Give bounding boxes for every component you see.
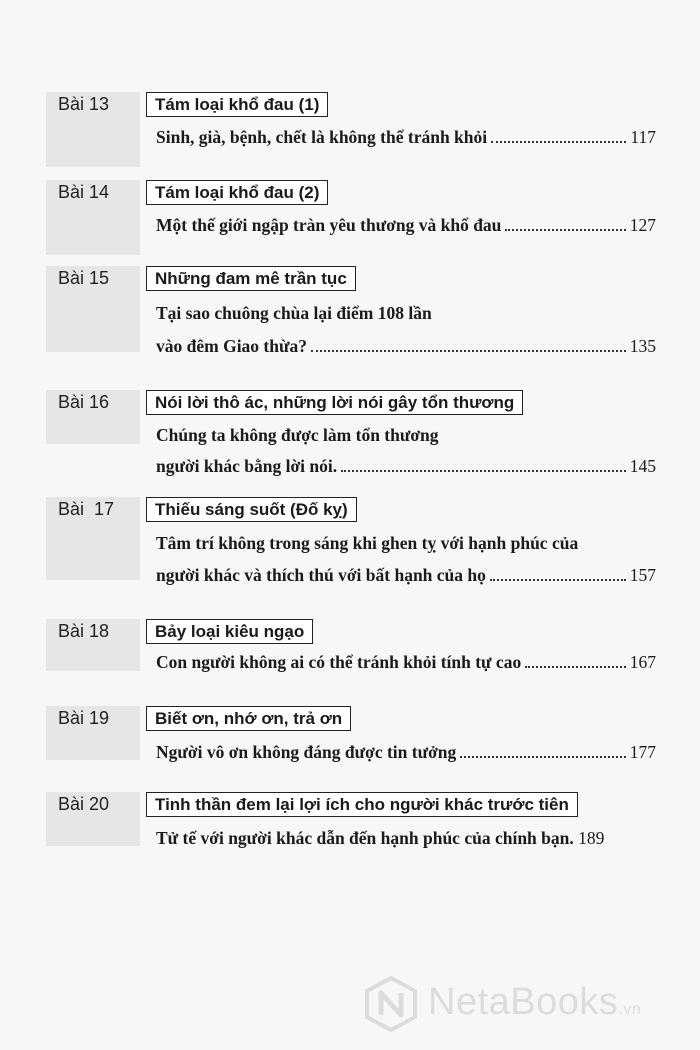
subtitle-text: người khác và thích thú với bất hạnh của họ [156, 565, 486, 585]
lesson-number: Bài 18 [58, 621, 110, 641]
lesson-number: Bài 17 [58, 499, 115, 519]
watermark-text [428, 981, 641, 1024]
subtitle-line [156, 215, 656, 235]
page-number: 177 [629, 742, 656, 762]
subtitle-line [156, 565, 656, 585]
page-number: 135 [629, 336, 656, 356]
subtitle-text: Chúng ta không được làm tổn thương [156, 425, 439, 445]
subtitle-line [156, 828, 604, 848]
lesson-number: Bài 13 [58, 94, 110, 114]
subtitle-text: Một thế giới ngập tràn yêu thương và khổ đau [156, 215, 502, 235]
subtitle-text: Tâm trí không trong sáng khi ghen tỵ với hạnh phúc của [156, 533, 579, 553]
page-number: 145 [629, 456, 656, 476]
page-number: 189 [578, 828, 605, 848]
subtitle-text: Sinh, già, bệnh, chết là không thể tránh khỏi [156, 127, 488, 147]
lesson-title: Nói lời thô ác, những lời nói gây tổn thương [146, 390, 523, 415]
lesson-number: Bài 19 [58, 708, 110, 728]
watermark-suffix: .vn [618, 1001, 642, 1018]
subtitle-text: Tử tế với người khác dẫn đến hạnh phúc của chính bạn. [156, 828, 574, 848]
lesson-title: Những đam mê trần tục [146, 266, 356, 291]
dot-leader [505, 215, 625, 231]
lesson-title: Biết ơn, nhớ ơn, trả ơn [146, 706, 351, 731]
lesson-title: Tám loại khổ đau (2) [146, 180, 328, 205]
subtitle-line [156, 652, 656, 672]
dot-leader [311, 336, 626, 352]
subtitle-line [156, 742, 656, 762]
subtitle-text: Con người không ai có thể tránh khỏi tính tự cao [156, 652, 522, 672]
lesson-title: Tinh thần đem lại lợi ích cho người khác trước tiên [146, 792, 578, 817]
lesson-number: Bài 15 [58, 268, 110, 288]
subtitle-text: Tại sao chuông chùa lại điểm 108 lần [156, 303, 432, 323]
dot-leader [460, 742, 625, 758]
subtitle-line [156, 456, 656, 476]
subtitle-text: người khác bằng lời nói. [156, 456, 338, 476]
subtitle-line [156, 127, 656, 147]
lesson-number: Bài 16 [58, 392, 110, 412]
netabooks-logo-icon [362, 975, 420, 1033]
subtitle-text: Người vô ơn không đáng được tin tưởng [156, 742, 457, 762]
dot-leader [490, 565, 626, 581]
page-number: 167 [629, 652, 656, 672]
dot-leader [341, 456, 626, 472]
page-number: 157 [629, 565, 656, 585]
dot-leader [525, 652, 626, 668]
page-number: 127 [629, 215, 656, 235]
watermark-brand: NetaBooks [428, 981, 619, 1023]
dot-leader [491, 127, 626, 143]
watermark [362, 975, 692, 1035]
subtitle-line [156, 336, 656, 356]
subtitle-text: vào đêm Giao thừa? [156, 336, 307, 356]
lesson-title: Thiếu sáng suốt (Đố kỵ) [146, 497, 357, 522]
lesson-title: Bảy loại kiêu ngạo [146, 619, 313, 644]
lesson-title: Tám loại khổ đau (1) [146, 92, 328, 117]
lesson-number: Bài 14 [58, 182, 110, 202]
lesson-number: Bài 20 [58, 794, 110, 814]
page-number: 117 [630, 127, 656, 147]
